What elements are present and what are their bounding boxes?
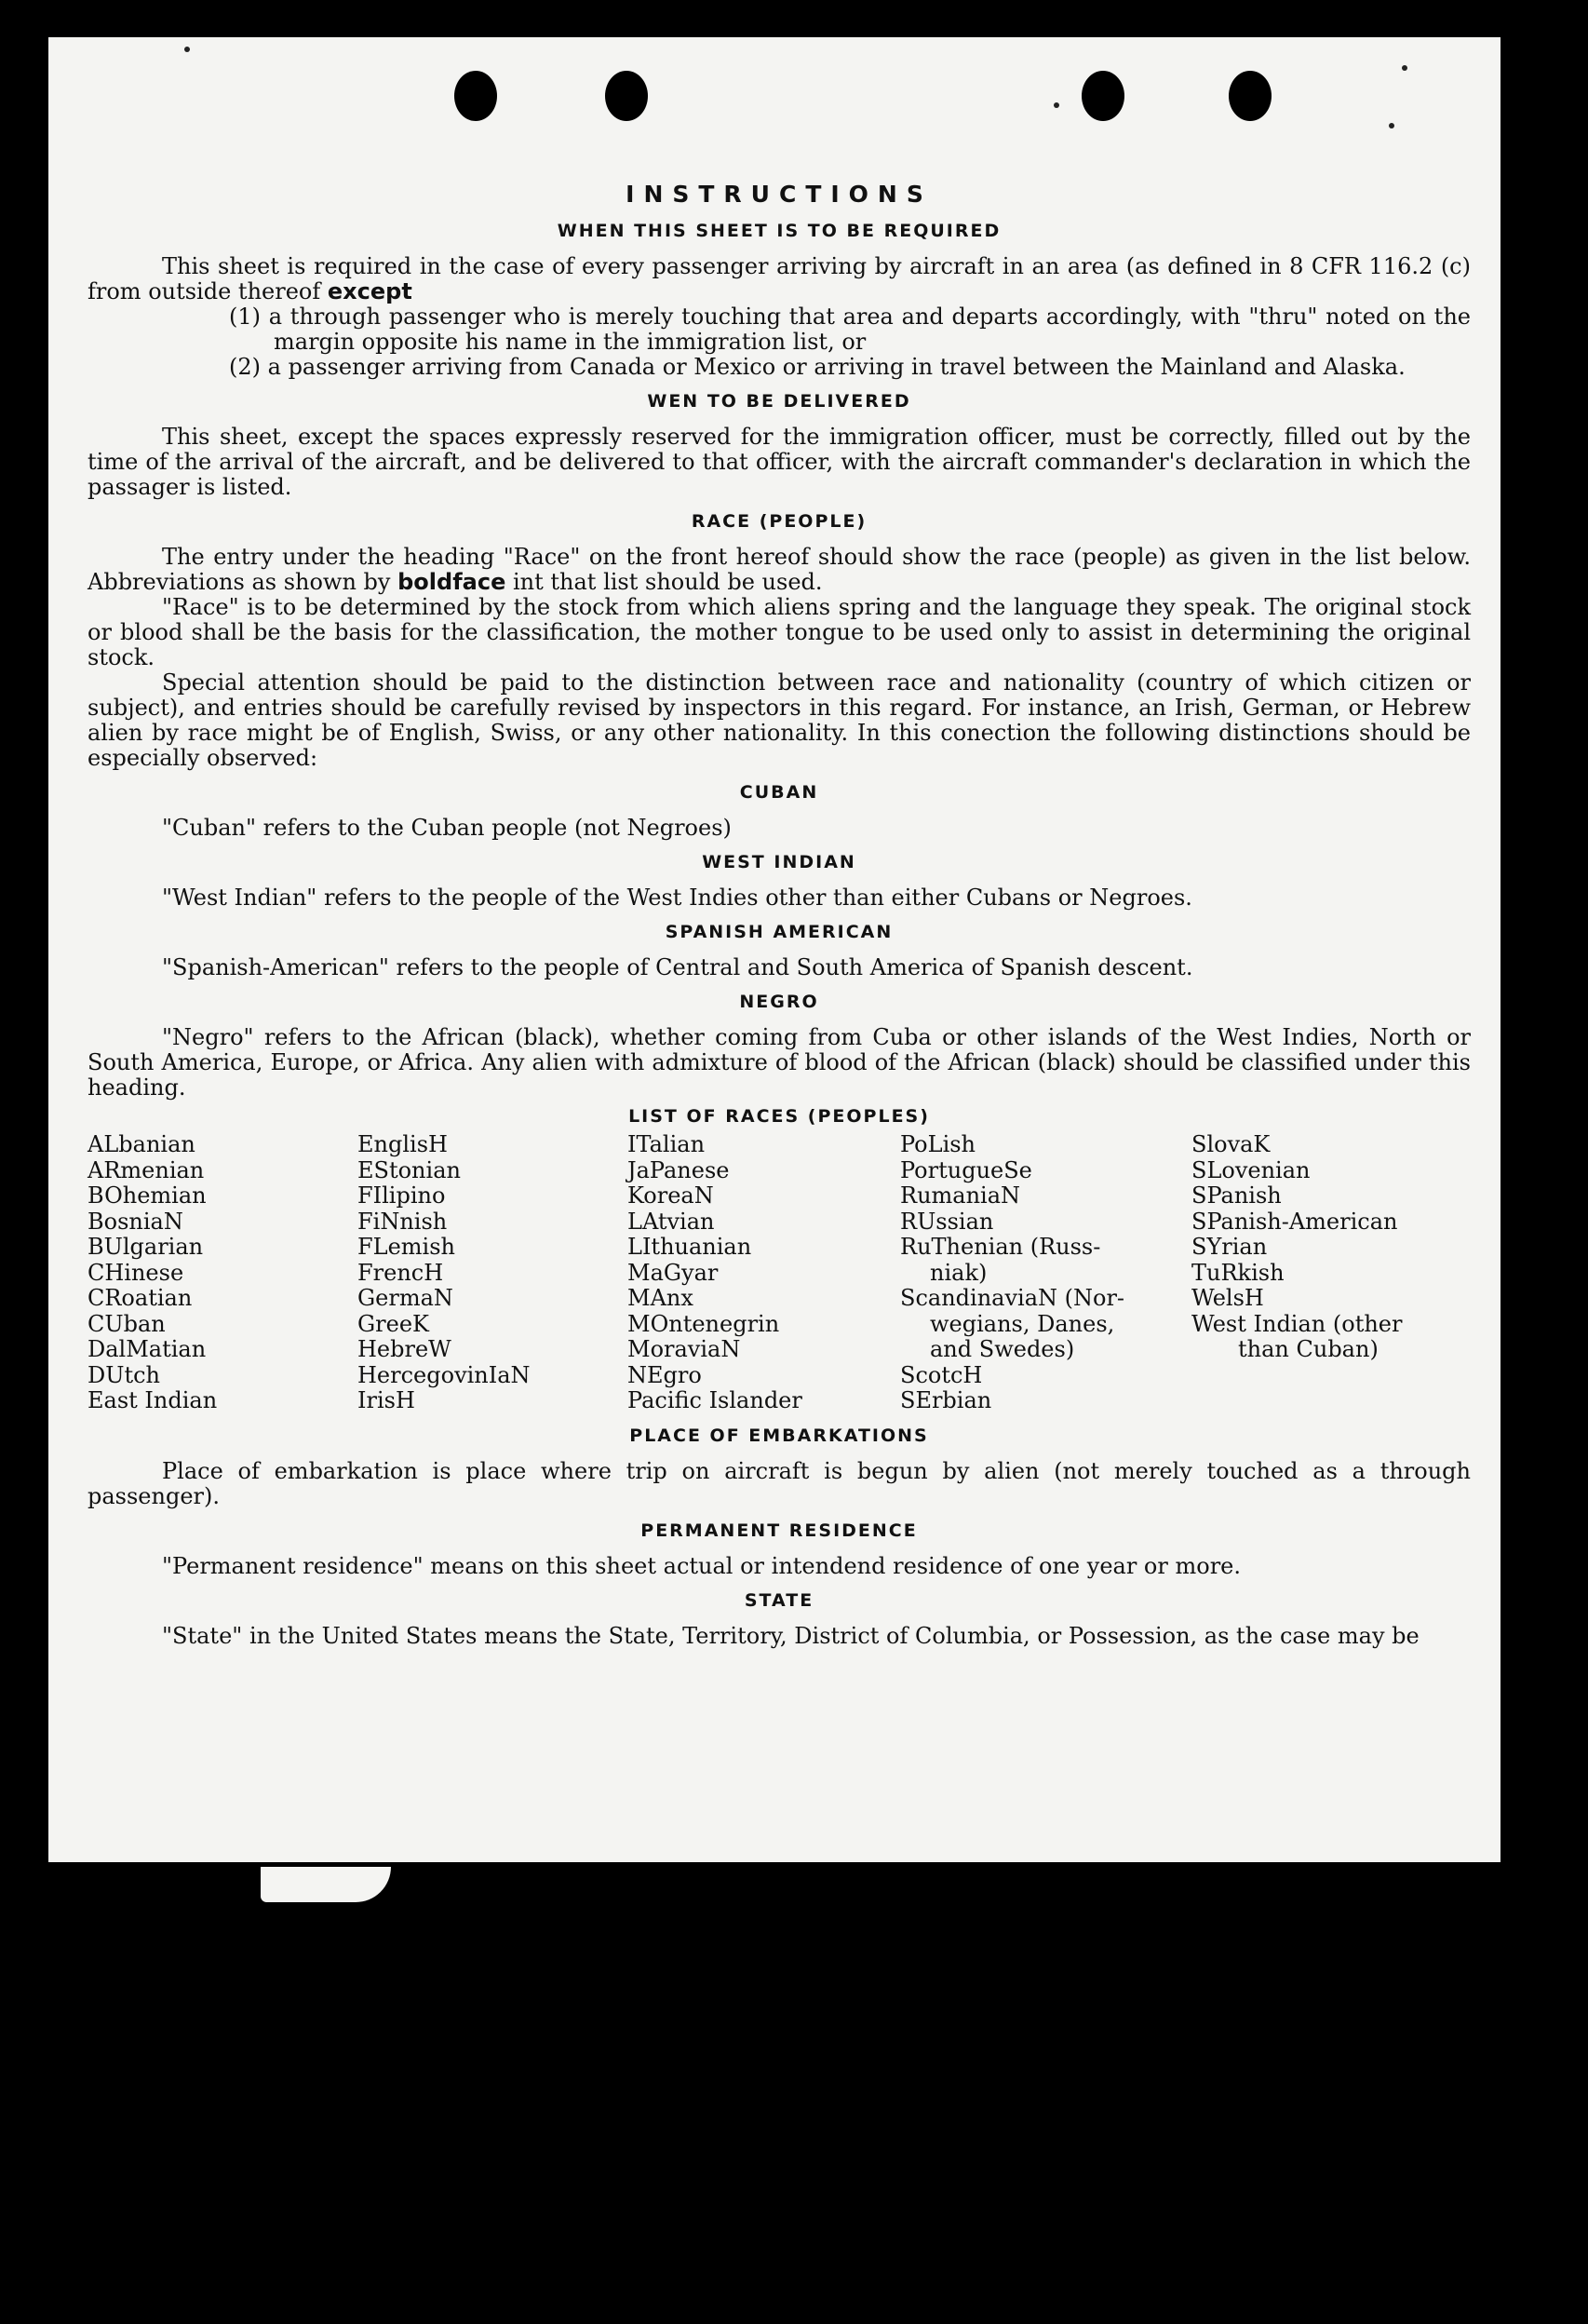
page-title: INSTRUCTIONS — [626, 181, 933, 208]
race-entry: KoreaN — [627, 1182, 714, 1209]
race-column — [627, 1132, 900, 1414]
section-heading: WEN TO BE DELIVERED — [647, 391, 911, 412]
race-entry: FIlipino — [357, 1182, 446, 1209]
race-column — [1191, 1132, 1471, 1414]
race-entry: TuRkish — [1191, 1259, 1285, 1286]
section-heading: CUBAN — [739, 782, 819, 803]
document-sheet — [48, 37, 1501, 1862]
race-entry: FLemish — [357, 1234, 455, 1260]
definition-text: "Spanish-American" refers to the people of Central and South America of Spanish descent. — [162, 954, 1193, 980]
race-entry: GreeK — [357, 1310, 429, 1337]
section-heading: STATE — [744, 1589, 814, 1611]
race-entry: East Indian — [87, 1387, 218, 1413]
speck — [1402, 65, 1407, 71]
paragraph: Place of embarkation is place where trip on aircraft is begun by alien (not merely touched as a through passenger). — [87, 1457, 1471, 1509]
race-entry: ALbanian — [87, 1131, 195, 1157]
race-entry: West Indian (other — [1191, 1310, 1403, 1337]
race-entry: EnglisH — [357, 1131, 448, 1157]
paragraph: This sheet is required in the case of every passenger arriving by aircraft in an area (as defined in 8 CFR 116.2 (c) from outside thereof except — [87, 253, 1471, 304]
race-entry: EStonian — [357, 1156, 461, 1183]
race-entry: Pacific Islander — [627, 1387, 802, 1413]
race-entry: WelsH — [1191, 1285, 1264, 1311]
race-entry: MOntenegrin — [627, 1310, 780, 1337]
list-item: (2) a passenger arriving from Canada or Mexico or arriving in travel between the Mainland and Alaska. — [229, 354, 1406, 380]
race-entry: RUssian — [900, 1208, 994, 1235]
race-column — [357, 1132, 627, 1414]
race-entry: LIthuanian — [627, 1234, 752, 1260]
paragraph: "Negro" refers to the African (black), whether coming from Cuba or other islands of the West Indies, North or South America, Europe, or Africa. Any alien with admixture of blood of the African (black) should be classified under this heading. — [87, 1024, 1471, 1101]
race-entry: HebreW — [357, 1336, 451, 1362]
race-entry: SLovenian — [1191, 1156, 1311, 1183]
race-entry: BUlgarian — [87, 1234, 204, 1260]
race-entry: LAtvian — [627, 1208, 715, 1235]
race-entry: BOhemian — [87, 1182, 207, 1209]
definition-text: "Cuban" refers to the Cuban people (not Negroes) — [162, 815, 732, 841]
punch-hole — [605, 71, 648, 121]
race-entry: PoLish — [900, 1131, 976, 1157]
section-heading: RACE (PEOPLE) — [691, 511, 868, 532]
race-entry: GermaN — [357, 1285, 453, 1311]
torn-paper-edge — [261, 1867, 391, 1902]
race-entry: CRoatian — [87, 1285, 193, 1311]
race-entry: BosniaN — [87, 1208, 183, 1235]
race-entry: wegians, Danes, — [930, 1310, 1115, 1337]
definition-text: "West Indian" refers to the people of the West Indies other than either Cubans or Negroes. — [162, 885, 1192, 911]
race-entry: SYrian — [1191, 1234, 1268, 1260]
race-column — [87, 1132, 357, 1414]
race-column — [900, 1132, 1191, 1414]
race-list — [87, 1132, 1471, 1414]
section-heading: NEGRO — [739, 992, 819, 1012]
section-heading: LIST OF RACES (PEOPLES) — [628, 1106, 930, 1127]
race-entry: MaGyar — [627, 1259, 719, 1286]
race-entry: ScandinaviaN (Nor- — [900, 1285, 1125, 1311]
race-entry: MoraviaN — [627, 1336, 741, 1362]
speck — [184, 47, 190, 52]
race-entry: PortugueSe — [900, 1156, 1032, 1183]
race-entry: SErbian — [900, 1387, 992, 1413]
race-entry: ScotcH — [900, 1361, 983, 1388]
paragraph: The entry under the heading "Race" on the front hereof should show the race (people) as given in the list below. Abbreviations as shown by boldface int that list should be used. — [87, 544, 1471, 595]
race-entry: JaPanese — [627, 1156, 730, 1183]
race-entry: RumaniaN — [900, 1182, 1021, 1209]
race-entry: SlovaK — [1191, 1131, 1271, 1157]
paragraph: "State" in the United States means the State, Territory, District of Columbia, or Possession, as the case may be — [162, 1622, 1420, 1649]
race-entry: RuThenian (Russ- — [900, 1234, 1101, 1260]
race-entry: DalMatian — [87, 1336, 207, 1362]
race-entry: ARmenian — [87, 1156, 205, 1183]
section-heading: WHEN THIS SHEET IS TO BE REQUIRED — [557, 221, 1002, 241]
race-entry: SPanish-American — [1191, 1208, 1398, 1235]
section-heading: PLACE OF EMBARKATIONS — [629, 1425, 929, 1446]
race-entry: ITalian — [627, 1131, 706, 1157]
race-entry: FiNnish — [357, 1208, 448, 1235]
race-entry: MAnx — [627, 1285, 693, 1311]
race-entry: NEgro — [627, 1361, 702, 1388]
paragraph: This sheet, except the spaces expressly reserved for the immigration officer, must be correctly, filled out by the time of the arrival of the aircraft, and be delivered to that officer, with the aircraft commander's declaration in which the passager is listed. — [87, 424, 1471, 500]
punch-hole — [1082, 71, 1124, 121]
speck — [1054, 102, 1059, 108]
definition-text: "Permanent residence" means on this sheet actual or intendend residence of one year or more. — [162, 1552, 1241, 1579]
punch-hole — [454, 71, 497, 121]
race-entry: SPanish — [1191, 1182, 1282, 1209]
race-entry: IrisH — [357, 1387, 415, 1413]
race-entry: and Swedes) — [930, 1336, 1075, 1362]
race-entry: CUban — [87, 1310, 166, 1337]
race-entry: niak) — [930, 1259, 988, 1286]
section-heading: WEST INDIAN — [702, 852, 856, 872]
list-item: (1) a through passenger who is merely touching that area and departs accordingly, with "thru" noted on the margin opposite his name in the immigration list, or — [229, 304, 1471, 355]
punch-hole — [1229, 71, 1272, 121]
race-entry: FrencH — [357, 1259, 444, 1286]
race-entry: HercegovinIaN — [357, 1361, 531, 1388]
section-heading: SPANISH AMERICAN — [665, 922, 894, 942]
instructions-body — [87, 177, 1471, 1649]
paragraph: Special attention should be paid to the distinction between race and nationality (country of which citizen or subject), and entries should be carefully revised by inspectors in this regard. For instance, an Irish, German, or Hebrew alien by race might be of English, Swiss, or any other nationality. In this conection the following distinctions should be especially observed: — [87, 669, 1471, 771]
paragraph: "Race" is to be determined by the stock from which aliens spring and the language they speak. The original stock or blood shall be the basis for the classification, the mother tongue to be used only to assist in determining the original stock. — [87, 594, 1471, 670]
speck — [1389, 123, 1394, 128]
race-entry: CHinese — [87, 1259, 184, 1286]
race-entry: DUtch — [87, 1361, 161, 1388]
race-entry: than Cuban) — [1238, 1336, 1379, 1362]
section-heading: PERMANENT RESIDENCE — [640, 1520, 918, 1541]
